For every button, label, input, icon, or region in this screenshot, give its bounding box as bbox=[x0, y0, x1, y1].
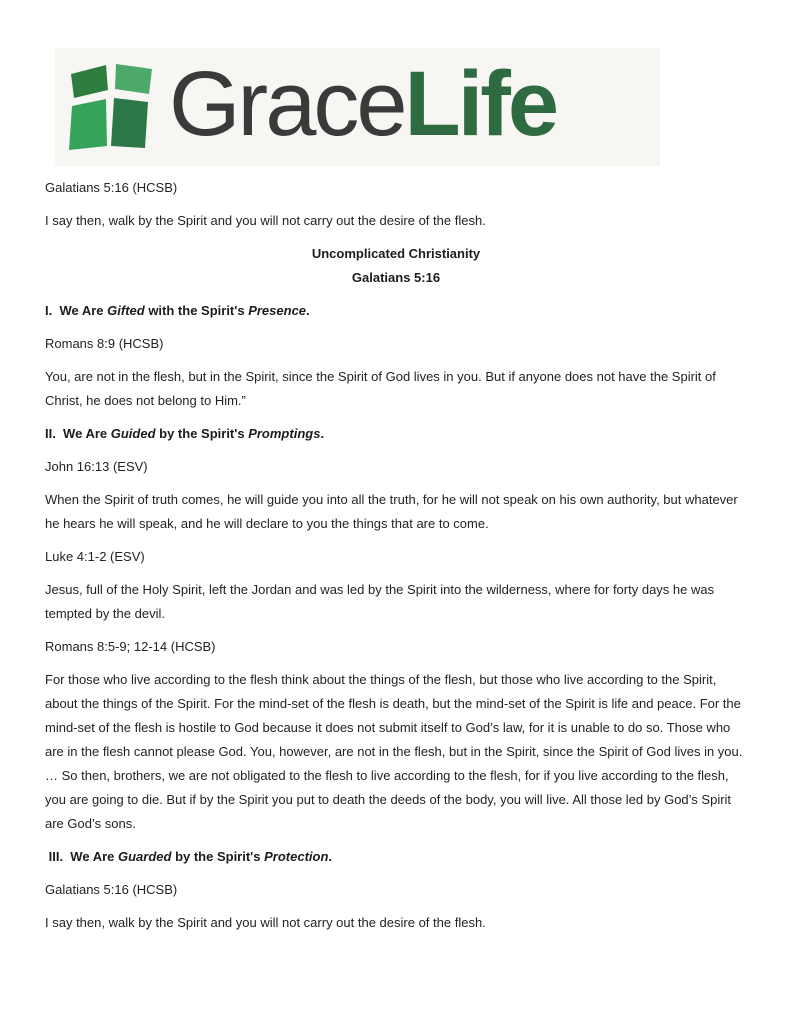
outline-point-3-em1: Guarded bbox=[117, 849, 172, 864]
verse-john-16-13: When the Spirit of truth comes, he will guide you into all the truth, for he will not speak on his own authority, but whatever he hears he will speak, and he will declare to you the things that are to come. bbox=[45, 492, 738, 531]
outline-point-1 bbox=[45, 299, 747, 323]
scripture-ref-john-16-13: John 16:13 (ESV) bbox=[45, 459, 148, 474]
sermon-title-line1: Uncomplicated Christianity bbox=[311, 246, 481, 261]
scripture-ref-galatians-2: Galatians 5:16 (HCSB) bbox=[45, 882, 178, 897]
sermon-title-line2: Galatians 5:16 bbox=[351, 270, 441, 285]
outline-point-1-em2: Presence bbox=[248, 303, 307, 318]
document-content bbox=[45, 176, 747, 944]
scripture-ref-galatians-1: Galatians 5:16 (HCSB) bbox=[45, 180, 178, 195]
outline-point-3-em2: Protection bbox=[264, 849, 329, 864]
verse-galatians-1: I say then, walk by the Spirit and you will not carry out the desire of the flesh. bbox=[45, 213, 486, 228]
scripture-ref-luke-4-1-2: Luke 4:1-2 (ESV) bbox=[45, 549, 145, 564]
verse-luke-4-1-2: Jesus, full of the Holy Spirit, left the Jordan and was led by the Spirit into the wilderness, where for forty days he was tempted by the devil. bbox=[45, 582, 715, 621]
outline-point-1-lead: I. We Are bbox=[45, 303, 108, 318]
outline-point-3-mid: by the Spirit's bbox=[171, 849, 265, 864]
gracelife-wordmark bbox=[169, 53, 557, 155]
scripture-ref-romans-8-9: Romans 8:9 (HCSB) bbox=[45, 336, 164, 351]
logo-text-life: Life bbox=[404, 53, 557, 155]
outline-point-1-post: . bbox=[306, 303, 310, 318]
outline-point-1-em1: Gifted bbox=[107, 303, 145, 318]
sermon-title bbox=[45, 242, 747, 290]
outline-point-3-post: . bbox=[328, 849, 333, 864]
verse-romans-8-5-9: For those who live according to the flesh think about the things of the flesh, but those who live according to the Spirit, about the things of the Spirit. For the mind-set of the flesh is death, but the mind-set of the Spirit is life and peace. For the mind-set of the flesh is hostile to God because it does not submit itself to God’s law, for it is unable to do so. Those who are in the flesh cannot please God. You, however, are not in the flesh, but in the Spirit, since the Spirit of God lives in you. … So then, brothers, we are not obligated to the flesh to live according to the flesh, for if you live according to the flesh, you are going to die. But if by the Spirit you put to death the deeds of the body, you will live. All those led by God’s Spirit are God’s sons. bbox=[45, 672, 743, 831]
outline-point-2-post: . bbox=[320, 426, 325, 441]
outline-point-3-lead: III. We Are bbox=[45, 849, 118, 864]
outline-point-2-em1: Guided bbox=[110, 426, 156, 441]
outline-point-2-lead: II. We Are bbox=[45, 426, 111, 441]
outline-point-2 bbox=[45, 422, 747, 446]
gracelife-cross-icon bbox=[61, 56, 161, 158]
verse-galatians-2: I say then, walk by the Spirit and you will not carry out the desire of the flesh. bbox=[45, 915, 486, 930]
outline-point-2-em2: Promptings bbox=[248, 426, 321, 441]
outline-point-2-mid: by the Spirit's bbox=[155, 426, 249, 441]
verse-romans-8-9: You, are not in the flesh, but in the Spirit, since the Spirit of God lives in you. But if anyone does not have the Spirit of Christ, he does not belong to Him.” bbox=[45, 369, 716, 408]
outline-point-3 bbox=[45, 845, 747, 869]
outline-point-1-mid: with the Spirit's bbox=[144, 303, 249, 318]
logo-text-grace: Grace bbox=[169, 53, 405, 155]
scripture-ref-romans-8-5-9: Romans 8:5-9; 12-14 (HCSB) bbox=[45, 639, 216, 654]
gracelife-logo bbox=[55, 48, 660, 166]
